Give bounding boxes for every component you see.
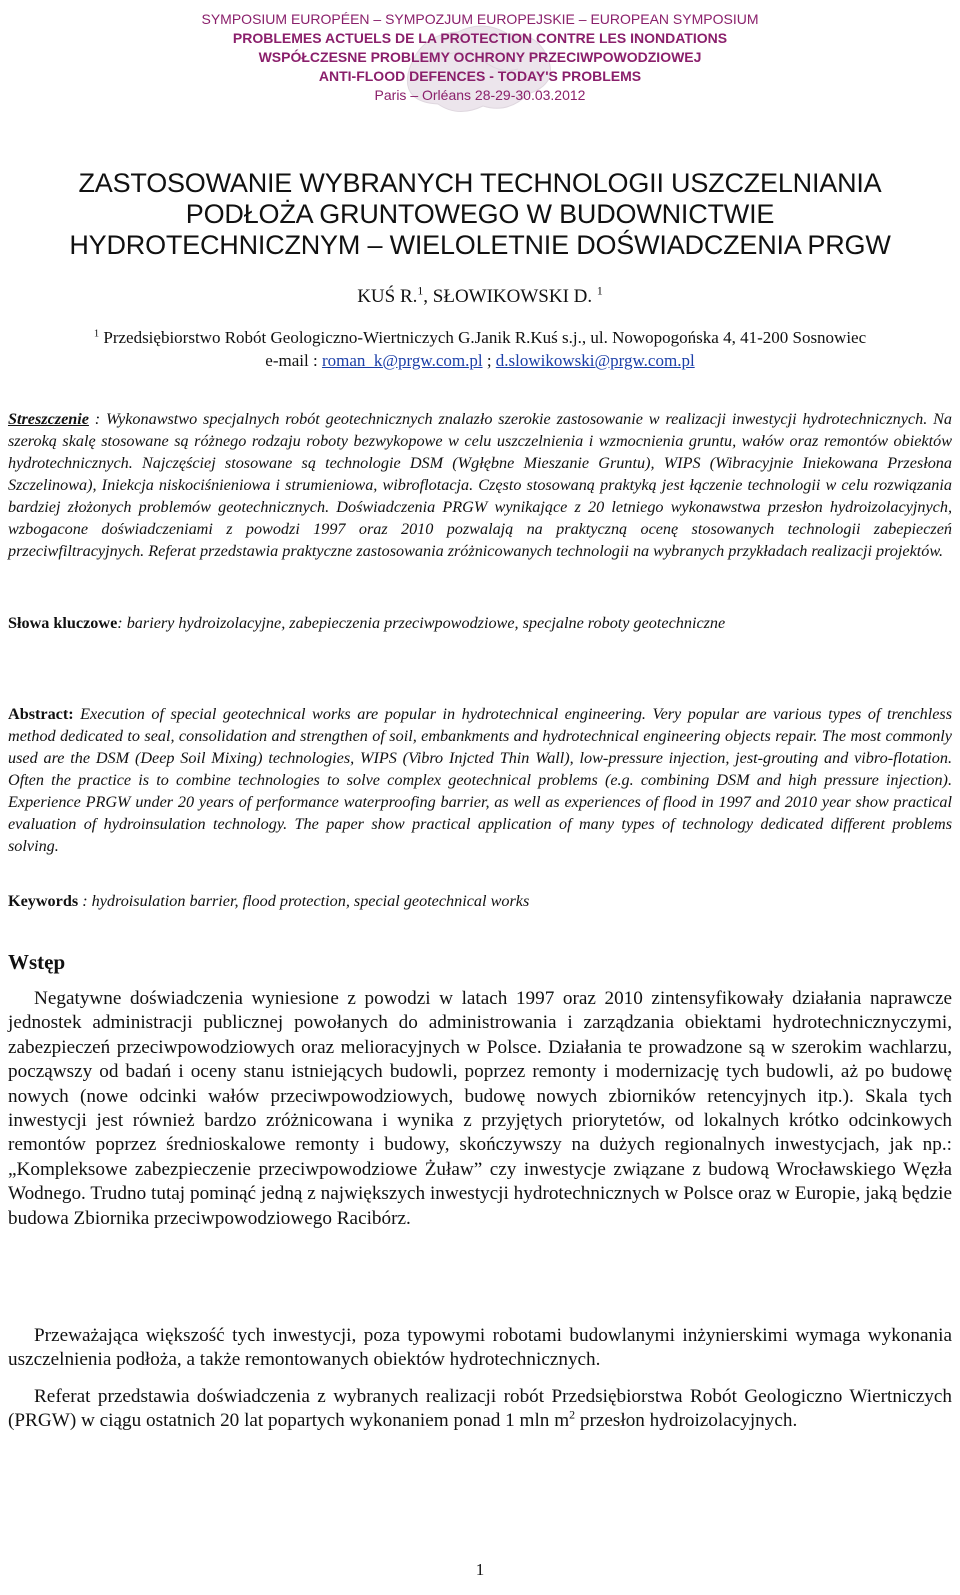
abstract-english xyxy=(8,703,952,857)
paragraph xyxy=(8,1324,952,1373)
author-name: SŁOWIKOWSKI D. xyxy=(432,286,593,307)
page-number: 1 xyxy=(475,1560,485,1579)
title-line: HYDROTECHNICZNYM – WIELOLETNIE DOŚWIADCZENIA PRGW xyxy=(69,230,891,260)
paragraph-text: Przeważająca większość tych inwestycji, poza typowymi robotami budowlanymi inżynierskimi wymaga wykonania uszczelnienia podłoża, a także remontowanych obiektów hydrotechnicznych. xyxy=(8,1325,952,1371)
title-line: ZASTOSOWANIE WYBRANYCH TECHNOLOGII USZCZELNIANIA xyxy=(78,168,882,198)
email-label: e-mail : xyxy=(265,351,322,370)
symposium-line: SYMPOSIUM EUROPÉEN – SYMPOZJUM EUROPEJSKIE – EUROPEAN SYMPOSIUM xyxy=(201,11,759,27)
paragraph-text: Referat przedstawia doświadczenia z wybranych realizacji robót Przedsiębiorstwa Robót Geologiczno Wiertniczych (PRGW) w ciągu ostatnich 20 lat popartych wykonaniem ponad 1 mln m xyxy=(8,1386,952,1432)
affiliation xyxy=(0,326,960,372)
keywords-english xyxy=(8,890,952,912)
email-link-1[interactable]: roman_k@prgw.com.pl xyxy=(321,351,483,370)
abstract-label: Streszczenie xyxy=(8,410,89,428)
paragraph xyxy=(8,987,952,1231)
paragraph xyxy=(8,1385,952,1434)
authors xyxy=(0,286,960,308)
symposium-title-fr: PROBLEMES ACTUELS DE LA PROTECTION CONTRE LES INONDATIONS xyxy=(232,30,728,46)
affiliation-text: Przedsiębiorstwo Robót Geologiczno-Wiertniczych G.Janik R.Kuś s.j., ul. Nowopogońska 4, 41-200 Sosnowiec xyxy=(99,328,867,347)
symposium-place-date: Paris – Orléans 28-29-30.03.2012 xyxy=(374,87,586,103)
abstract-text: : Wykonawstwo specjalnych robót geotechnicznych znalazło szerokie zastosowanie w realizacji inwestycji hydrotechnicznych. Na szeroką skalę stosowane są różnego rodzaju roboty bezwykopowe w celu uszczelnienia i wzmocnienia gruntu, wałów oraz remontów obiektów hydrotechnicznych. Najczęściej stosowane są technologie DSM (Wgłębne Mieszanie Gruntu), WIPS (Wibracyjnie Iniekowana Przesłona Szczelinowa), Iniekcja niskociśnieniowa i strumieniowa, wibroflotacja. Często stosowaną praktyką jest łączenie technologii w celu rozwiązania bardziej złożonych problemów geotechnicznych. Doświadczenia PRGW wynikające z 20 letniego wykonawstwa przesłon hydroizolacyjnych, wzbogacone doświadczeniami z powodzi 1997 oraz 2010 pozwalają na praktyczną ocenę stosowanych technologii zabepieczeń przeciwfiltracyjnych. Referat przedstawia praktyczne zastosowania zróżnicowanych technologii na wybranych przykładach realizacji projektów. xyxy=(8,410,952,560)
symposium-title-en: ANTI-FLOOD DEFENCES - TODAY'S PROBLEMS xyxy=(318,68,642,84)
paragraph-text-end: przesłon hydroizolacyjnych. xyxy=(575,1410,798,1432)
title-line: PODŁOŻA GRUNTOWEGO W BUDOWNICTWIE xyxy=(185,199,775,229)
paper-title xyxy=(20,168,940,261)
keywords-label: Słowa kluczowe xyxy=(8,614,118,632)
author-separator: , xyxy=(423,286,433,307)
keywords-label: Keywords xyxy=(8,892,79,910)
keywords-text: : hydroisulation barrier, flood protection, special geotechnical works xyxy=(78,892,530,910)
affil-mark: 1 xyxy=(93,328,100,340)
keywords-text: : bariery hydroizolacyjne, zabepieczenia przeciwpowodziowe, specjalne roboty geotechniczne xyxy=(117,614,726,632)
abstract-text: Execution of special geotechnical works are popular in hydrotechnical engineering. Very popular are various types of trenchless method dedicated to seal, consolidation and strengthen of soil, embankments and hydrotechnical engineering objects repair. The most commonly used are the DSM (Deep Soil Mixing) technologies, WIPS (Vibro Injcted Thin Wall), low-pressure injection, jest-grouting and vibro-flotation. Often the practice is to combine technologies to solve complex geotechnical problems (e.g. combining DSM and high pressure injection). Experience PRGW under 20 years of performance waterproofing barrier, as well as experiences of flood in 1997 and 2010 year show practical evaluation of hydroinsulation technology. The paper show practical application of many types of technology dedicated different problems solving. xyxy=(8,705,952,855)
author-affil-mark: 1 xyxy=(596,284,603,298)
abstract-polish xyxy=(8,408,952,562)
abstract-label: Abstract: xyxy=(8,705,74,723)
email-link-2[interactable]: d.slowikowski@prgw.com.pl xyxy=(495,351,695,370)
author-affil-mark: 1 xyxy=(417,284,424,298)
symposium-title-pl: WSPÓŁCZESNE PROBLEMY OCHRONY PRZECIWPOWODZIOWEJ xyxy=(258,49,702,65)
keywords-polish xyxy=(8,612,952,634)
author-name: KUŚ R. xyxy=(357,286,418,307)
email-separator: ; xyxy=(482,351,496,370)
superscript: 2 xyxy=(569,1408,576,1423)
paragraph-text: Negatywne doświadczenia wyniesione z powodzi w latach 1997 oraz 2010 zintensyfikowały działania naprawcze jednostek administracji publicznej powołanych do administrowania i zarządzania obiektami hydrotechnicznyczymi, zabezpieczeń przeciwpowodziowych oraz melioracyjnych w Polsce. Działania te prowadzone są w szerokim wachlarzu, począwszy od badań i oceny stanu istniejących budowli, poprzez remonty i modernizację tych budowli, aż po budowę nowych (nowe odcinki wałów przeciwpowodziowych, budowę nowych zbiorników retencyjnych itp.). Skala tych inwestycji jest również bardzo zróżnicowana i wynika z przyjętych priorytetów, od lokalnych krótko odcinkowych remontów poprzez średnioskalowe remonty i budowy, skończywszy na dużych regionalnych inwestycjach, jak np.: „Kompleksowe zabezpieczenie przeciwpowodziowe Żuław” czy inwestycje związane z budową Wrocławskiego Węzła Wodnego. Trudno tutaj pominąć jedną z największych inwestycji hydrotechnicznych w Polsce oraz w Europie, jaką będzie budowa Zbiornika przeciwpowodziowego Racibórz. xyxy=(8,988,952,1229)
symposium-header xyxy=(0,10,960,125)
section-heading: Wstęp xyxy=(8,950,66,974)
